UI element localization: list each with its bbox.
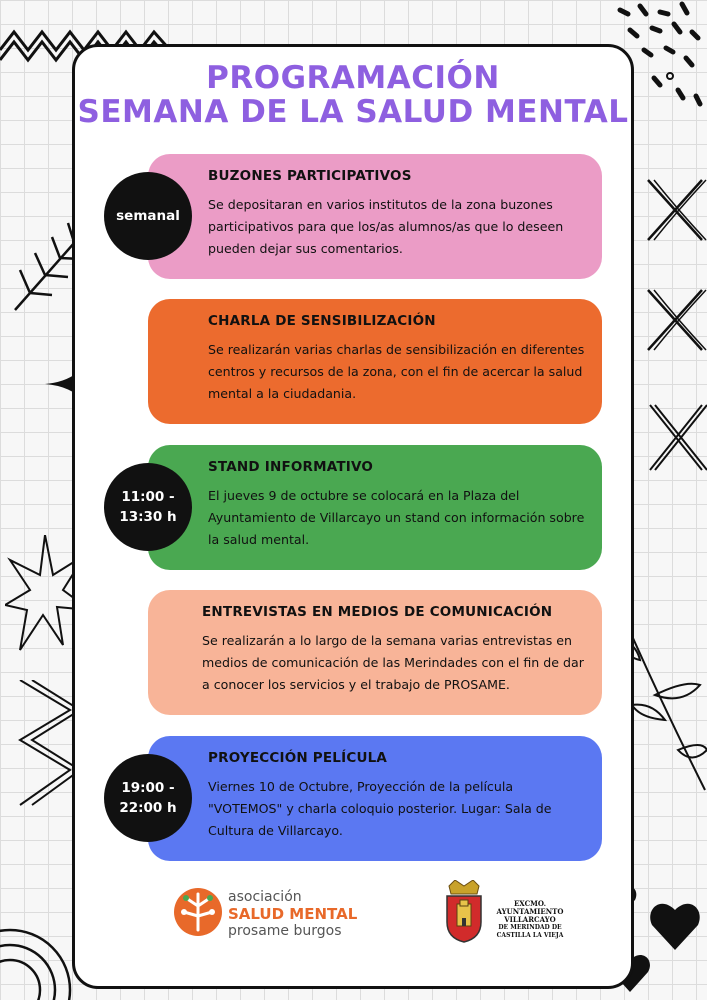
event-description: Se realizarán a lo largo de la semana varias entrevistas en medios de comunicación de las Merindades con el fin de dar a conocer los servicios y el trabajo de PROSAME. [202, 633, 584, 692]
cross-x-decoration [640, 170, 707, 370]
coat-of-arms-icon [443, 880, 485, 944]
ayto-line4: DE MERINDAD DE [498, 924, 562, 931]
event-entrevistas [148, 590, 602, 715]
time-badge [104, 463, 192, 551]
time-end: 22:00 h [119, 800, 177, 816]
event-description: Se realizarán varias charlas de sensibilización en diferentes centros y recursos de la zona, con el fin de acercar la salud mental a la ciudadania. [208, 342, 585, 401]
event-title: PROYECCIÓN PELÍCULA [208, 750, 388, 766]
time-end: 13:30 h [119, 509, 177, 525]
event-title: CHARLA DE SENSIBILIZACIÓN [208, 313, 436, 329]
event-proyeccion [148, 736, 602, 861]
zigzag-lines-decoration [10, 680, 80, 810]
ayuntamiento-text [490, 900, 570, 940]
time-badge [104, 754, 192, 842]
event-description: Viernes 10 de Octubre, Proyección de la película "VOTEMOS" y charla coloquio posterior. Lugar: Sala de Cultura de Villarcayo. [208, 779, 552, 838]
ayto-line5: CASTILLA LA VIEJA [496, 932, 564, 939]
ayto-line3: VILLARCAYO [504, 915, 556, 924]
ayto-line1: EXCMO. [513, 899, 547, 908]
logo-asociacion: asociación [228, 889, 302, 905]
time-start: 19:00 - [121, 780, 175, 796]
event-title: STAND INFORMATIVO [208, 459, 374, 475]
title-programacion: PROGRAMACIÓN [206, 60, 500, 96]
event-title: ENTREVISTAS EN MEDIOS DE COMUNICACIÓN [202, 604, 553, 620]
circle-lines-decoration [0, 890, 80, 1000]
logo-salud-mental: SALUD MENTAL [228, 905, 358, 923]
logo-prosame: prosame burgos [228, 923, 342, 939]
time-label: semanal [116, 208, 180, 224]
salud-mental-logo-icon [172, 886, 224, 938]
event-stand [148, 445, 602, 570]
time-start: 11:00 - [121, 489, 175, 505]
cross-x-decoration-2 [645, 400, 707, 480]
event-description: El jueves 9 de octubre se colocará en la Plaza del Ayuntamiento de Villarcayo un stand con información sobre la salud mental. [208, 488, 585, 547]
ayto-line2: AYUNTAMIENTO [496, 907, 564, 916]
event-charla [148, 299, 602, 424]
time-badge [104, 172, 192, 260]
event-description: Se depositaran en varios institutos de la zona buzones participativos para que los/as alumnos/as que lo deseen pueden dejar sus comentarios. [208, 197, 564, 256]
title-semana: SEMANA DE LA SALUD MENTAL [77, 94, 629, 130]
event-buzones [148, 154, 602, 279]
event-title: BUZONES PARTICIPATIVOS [208, 168, 412, 184]
